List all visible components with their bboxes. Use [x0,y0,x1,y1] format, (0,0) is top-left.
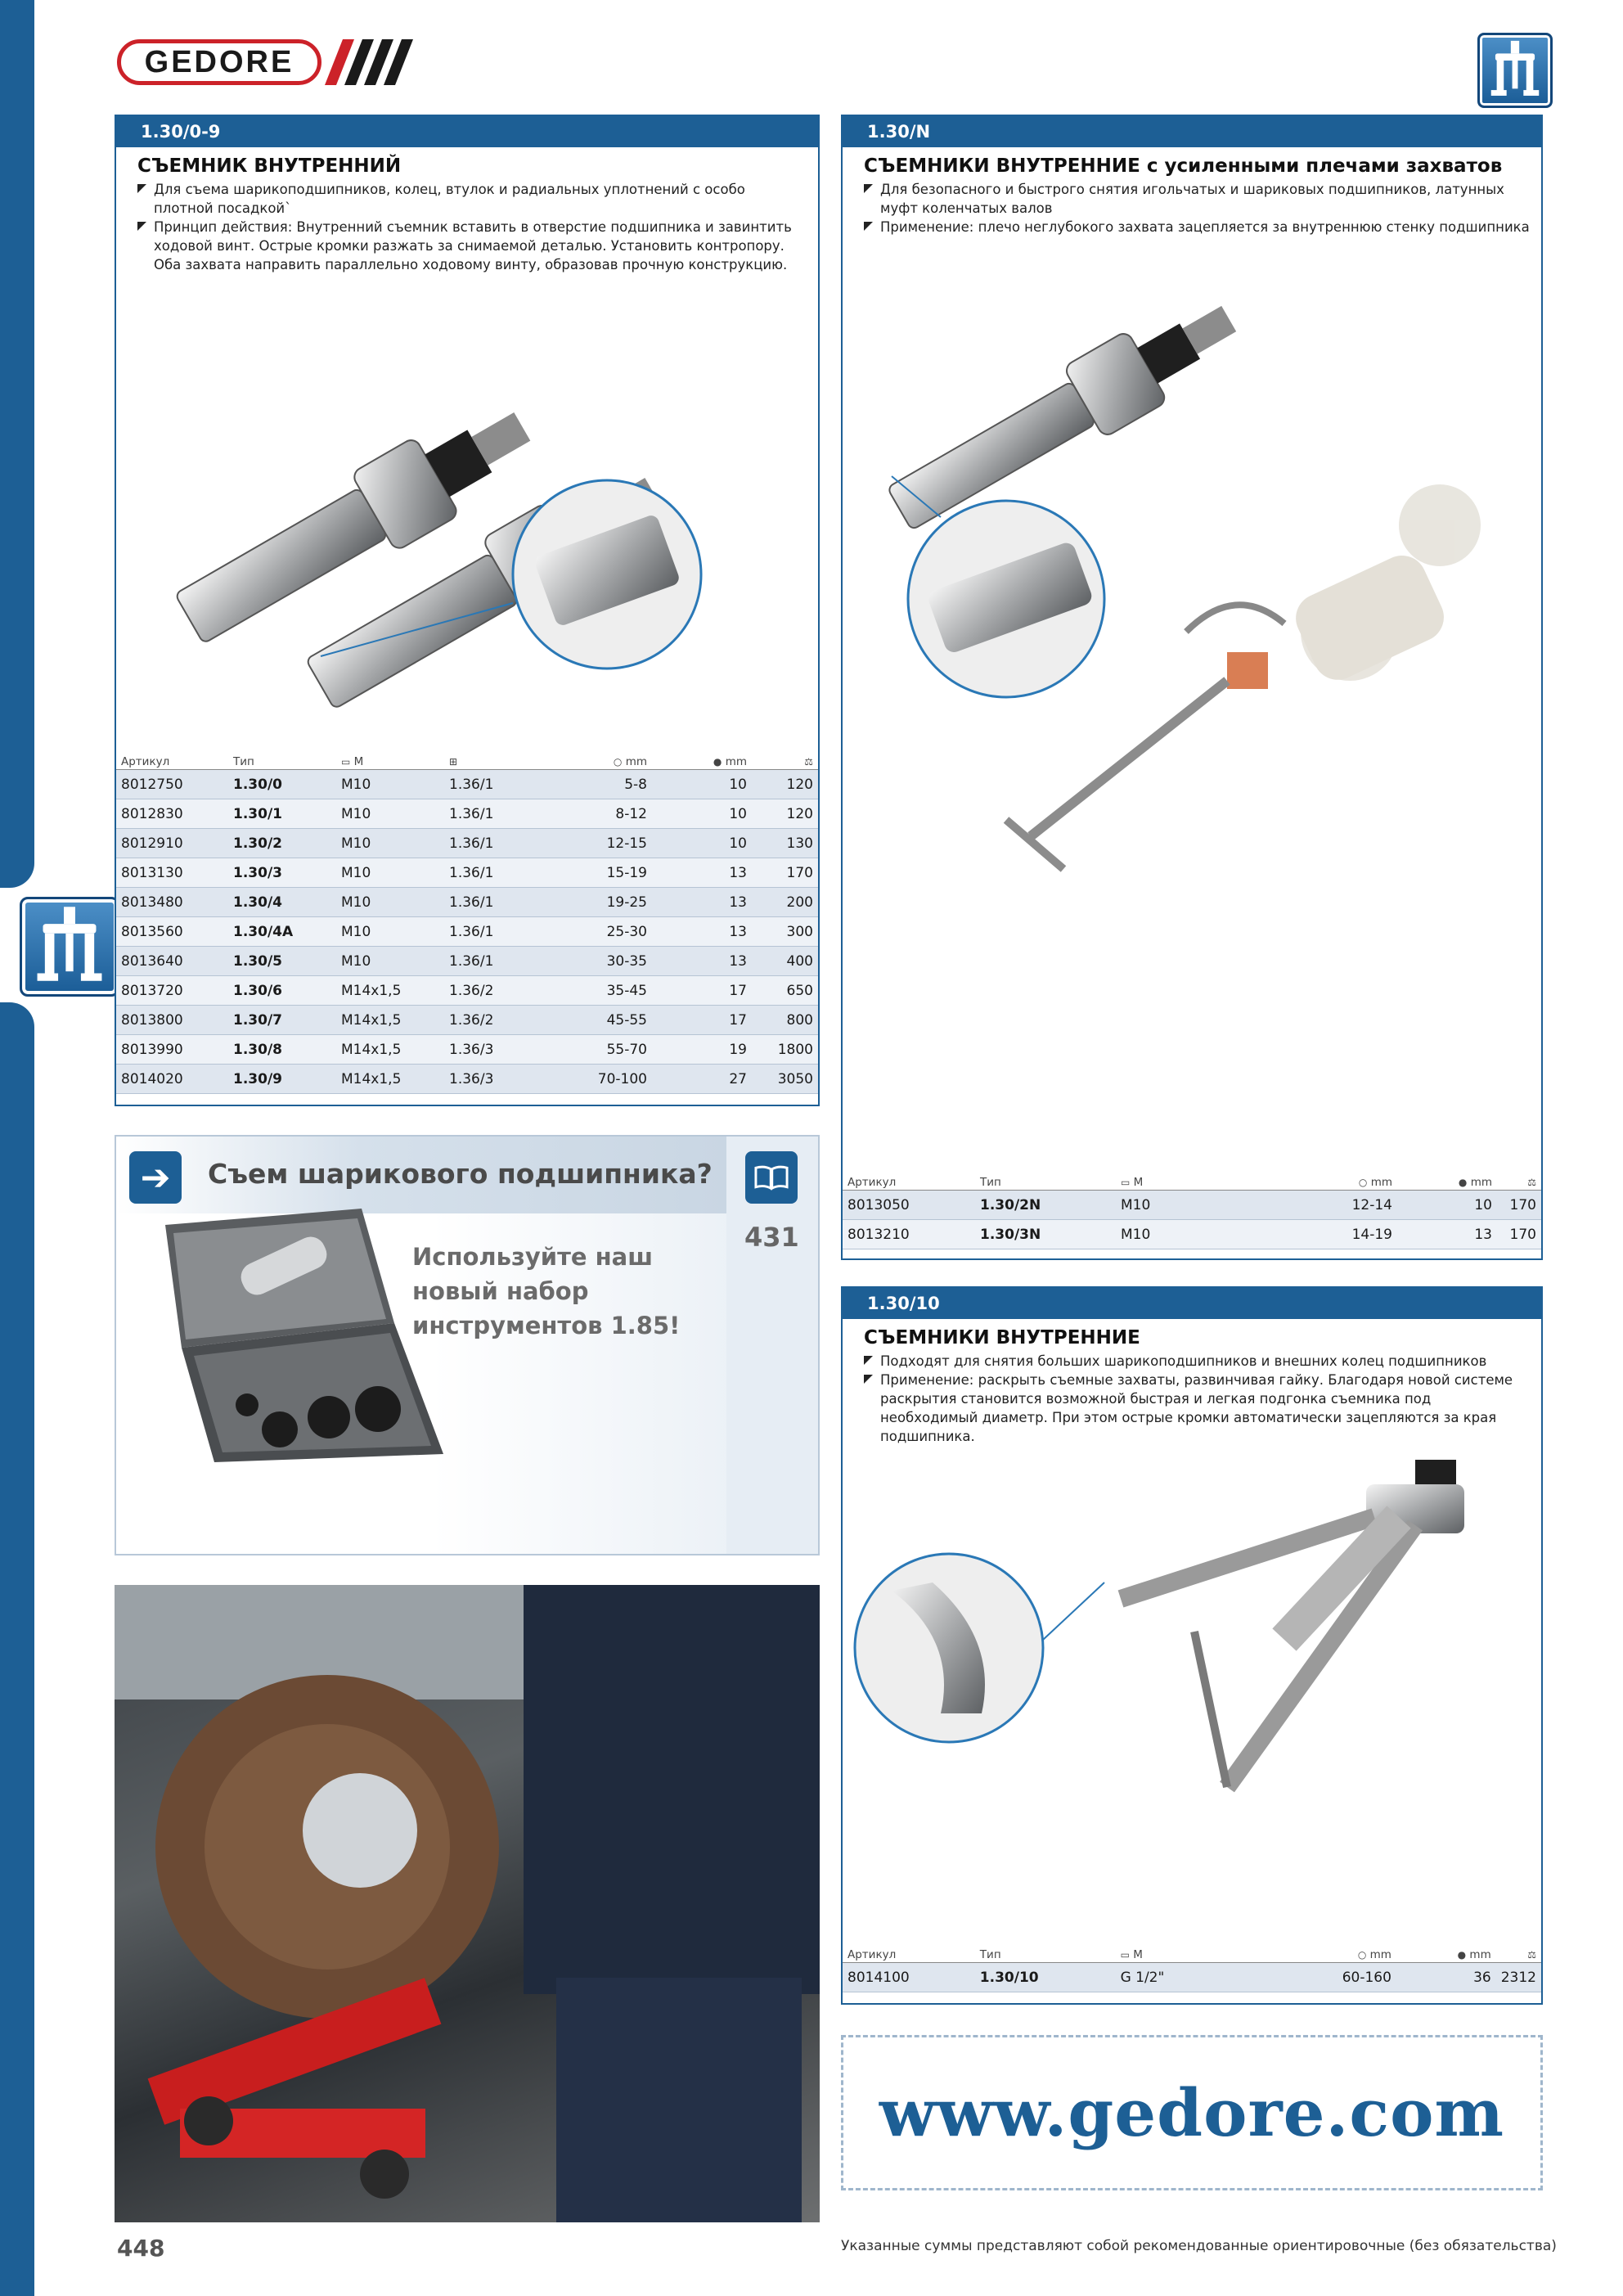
table-cell: 2312 [1496,1963,1541,1992]
table-cell: 10 [652,829,752,858]
table-cell: 1.30/1 [228,799,336,829]
table-row [116,947,818,976]
section-1-30-n [841,115,1543,1260]
section-code-bar: 1.30/10 [843,1288,1541,1319]
side-strip-top [0,0,34,888]
footer-note: Указанные суммы представляют собой рекомендованные ориентировочные (без обязательства) [841,2238,1557,2254]
table-cell: 1.30/8 [228,1035,336,1065]
table-row [116,858,818,888]
table-cell: 5-8 [544,770,652,799]
table-cell: 8013720 [116,976,228,1006]
table-cell: 1.30/0 [228,770,336,799]
col-thread: ▭ M [1116,1173,1265,1191]
table-cell: M14x1,5 [336,1006,444,1035]
table-cell: 10 [652,799,752,829]
promo-question: Съем шарикового подшипника? [208,1158,713,1190]
col-thread: ▭ M [1116,1946,1265,1963]
table-cell: 1.30/7 [228,1006,336,1035]
col-fig [444,753,544,770]
table-cell: 8012750 [116,770,228,799]
table-cell: M14x1,5 [336,1065,444,1094]
feature-item: Для безопасного и быстрого снятия игольчатых и шариковых подшипников, латунных муфт коленчатых валов [864,180,1531,218]
section-title: СЪЕМНИК ВНУТРЕННИЙ [137,155,402,177]
circle-filled-icon: ● [1457,1948,1467,1961]
col-weight [1497,1173,1541,1191]
table-cell: M10 [336,829,444,858]
table-cell: 25-30 [544,917,652,947]
spec-table-b [843,1173,1541,1249]
puller-icon [20,897,119,997]
table-cell: 8-12 [544,799,652,829]
col-max: ● mm [1396,1946,1496,1963]
promo-page-ref[interactable]: 431 [744,1222,799,1253]
section-title: СЪЕМНИКИ ВНУТРЕННИЕ с усиленными плечами захватов [864,155,1503,177]
table-cell: 1.36/3 [444,1065,544,1094]
col-type: Тип [975,1946,1116,1963]
table-cell: 17 [652,1006,752,1035]
workshop-photo [115,1585,820,2222]
table-cell: 12-14 [1265,1191,1397,1220]
table-row [116,1035,818,1065]
table-cell: 55-70 [544,1035,652,1065]
table-cell: M10 [336,888,444,917]
table-cell: M14x1,5 [336,976,444,1006]
table-cell: 12-15 [544,829,652,858]
table-cell: M10 [1116,1220,1265,1249]
table-cell: 60-160 [1264,1963,1396,1992]
table-cell: 8012910 [116,829,228,858]
table-cell: 1.30/4A [228,917,336,947]
table-cell: 650 [752,976,818,1006]
workshop-photo-scene [115,1585,820,2222]
table-header-row [116,753,818,770]
circle-filled-icon: ● [713,755,722,768]
col-min: ○ mm [1265,1173,1397,1191]
section-code-bar: 1.30/0-9 [116,116,818,147]
circle-outline-icon: ○ [1357,1948,1367,1961]
col-weight [752,753,818,770]
table-cell: 8013210 [843,1220,975,1249]
table-row [116,829,818,858]
table-body [116,770,818,1094]
table-row [116,799,818,829]
circle-outline-icon: ○ [613,755,623,768]
logo-stripes [325,39,415,85]
table-cell: 1800 [752,1035,818,1065]
table-cell: 800 [752,1006,818,1035]
table-cell: 15-19 [544,858,652,888]
table-cell: 8013480 [116,888,228,917]
table-cell: 13 [652,947,752,976]
table-cell: 36 [1396,1963,1496,1992]
arrow-right-icon: ➔ [129,1151,182,1204]
table-row [116,976,818,1006]
table-cell: 1.36/1 [444,858,544,888]
table-cell: 8013990 [116,1035,228,1065]
table-cell: 17 [652,976,752,1006]
table-cell: 70-100 [544,1065,652,1094]
circle-outline-icon: ○ [1358,1176,1368,1188]
reinforced-puller-illustration [843,247,1541,1172]
table-cell: 400 [752,947,818,976]
table-cell: 1.36/1 [444,770,544,799]
table-cell: 1.36/2 [444,1006,544,1035]
table-cell: 8013640 [116,947,228,976]
feature-list [864,180,1531,236]
table-cell: 13 [652,888,752,917]
table-cell: 8013800 [116,1006,228,1035]
feature-item: Принцип действия: Внутренний съемник вставить в отверстие подшипника и завинтить ходовой винт. Острые кромки разжать за снимаемой деталью. Установить контропору. Оба захвата направить параллельно ходовому винту, образовав прочную конструкцию. [137,218,808,274]
table-body [843,1963,1541,1992]
table-cell: 8013560 [116,917,228,947]
table-cell: 300 [752,917,818,947]
brand-name: GEDORE [144,44,294,79]
table-cell: 1.36/2 [444,976,544,1006]
table-cell: 1.36/1 [444,829,544,858]
table-cell: M10 [336,770,444,799]
table-cell: 45-55 [544,1006,652,1035]
table-cell: 130 [752,829,818,858]
table-cell: 1.30/3 [228,858,336,888]
table-cell: 8013130 [116,858,228,888]
promo-header [116,1137,726,1213]
spec-table-c [843,1946,1541,1992]
table-cell: 3050 [752,1065,818,1094]
feature-list [137,180,808,274]
section-title: СЪЕМНИКИ ВНУТРЕННИЕ [864,1327,1140,1348]
table-cell: 1.36/1 [444,888,544,917]
table-cell: 170 [1497,1220,1541,1249]
table-cell: M10 [336,917,444,947]
col-weight [1496,1946,1541,1963]
thread-icon: ▭ [1120,1948,1130,1961]
spec-table-a [116,753,818,1094]
thread-icon: ▭ [341,755,351,768]
promo-box [115,1135,820,1555]
table-body [843,1191,1541,1249]
table-cell: 8013050 [843,1191,975,1220]
book-icon-glyph [753,1164,789,1191]
book-icon[interactable] [745,1151,798,1204]
table-cell: 1.30/2N [975,1191,1116,1220]
table-cell: 13 [652,917,752,947]
weight-icon: ⚖ [804,755,813,768]
table-header-row [843,1946,1541,1963]
table-cell: 120 [752,799,818,829]
table-row [116,770,818,799]
table-row [116,1006,818,1035]
table-cell: M10 [336,858,444,888]
table-cell: 10 [1397,1191,1497,1220]
col-thread: ▭ M [336,753,444,770]
table-cell: 19-25 [544,888,652,917]
col-min: ○ mm [1264,1946,1396,1963]
col-article: Артикул [843,1173,975,1191]
feature-item: Применение: плечо неглубокого захвата зацепляется за внутреннюю стенку подшипника [864,218,1531,236]
puller-icon [1477,33,1553,108]
table-cell: 1.30/10 [975,1963,1116,1992]
table-row [116,888,818,917]
section-1-30-0-9 [115,115,820,1106]
col-type: Тип [975,1173,1116,1191]
table-cell: 13 [1397,1220,1497,1249]
table-cell: 1.30/2 [228,829,336,858]
table-cell: 8012830 [116,799,228,829]
table-cell: 19 [652,1035,752,1065]
thread-icon: ▭ [1121,1176,1131,1188]
table-cell: 30-35 [544,947,652,976]
col-max: ● mm [1397,1173,1497,1191]
section-code-bar: 1.30/N [843,116,1541,147]
table-cell: 13 [652,858,752,888]
table-cell: 1.30/3N [975,1220,1116,1249]
table-cell: M10 [1116,1191,1265,1220]
promo-text: Используйте наш новый набор инструментов 1.85! [412,1243,681,1339]
table-cell: 27 [652,1065,752,1094]
feature-item: Применение: раскрыть съемные захваты, развинчивая гайку. Благодаря новой системе раскрытия становится возможной быстрая и легкая подгонка съемника под необходимый диаметр. При этом острые кромки автоматически зацепляются за края подшипника. [864,1371,1531,1446]
table-cell: G 1/2" [1116,1963,1265,1992]
col-min: ○ mm [544,753,652,770]
table-cell: 1.36/3 [444,1035,544,1065]
table-cell: 170 [752,858,818,888]
website-url[interactable]: www.gedore.com [879,2074,1505,2151]
brand-logo [117,39,321,85]
tool-case-image [149,1209,476,1462]
table-cell: 120 [752,770,818,799]
table-cell: 8014020 [116,1065,228,1094]
table-row [843,1963,1541,1992]
table-cell: 200 [752,888,818,917]
circle-filled-icon: ● [1458,1176,1468,1188]
col-type: Тип [228,753,336,770]
table-cell: 1.36/1 [444,917,544,947]
table-cell: M10 [336,947,444,976]
table-cell: 35-45 [544,976,652,1006]
col-article: Артикул [116,753,228,770]
table-cell: 10 [652,770,752,799]
table-cell: 14-19 [1265,1220,1397,1249]
large-puller-illustration [843,1427,1541,1951]
page-number: 448 [117,2235,165,2262]
table-cell: 1.30/9 [228,1065,336,1094]
table-cell: 1.36/1 [444,947,544,976]
table-cell: M10 [336,799,444,829]
side-strip-bottom [0,1002,34,2296]
figure-icon: ⊞ [449,755,458,768]
table-cell: 1.30/6 [228,976,336,1006]
table-cell: 170 [1497,1191,1541,1220]
table-cell: 1.30/5 [228,947,336,976]
weight-icon: ⚖ [1527,1948,1536,1961]
feature-item: Для съема шарикоподшипников, колец, втулок и радиальных уплотнений с особо плотной посадкой` [137,180,808,218]
table-cell: 1.36/1 [444,799,544,829]
table-header-row [843,1173,1541,1191]
weight-icon: ⚖ [1527,1176,1536,1188]
table-cell: 1.30/4 [228,888,336,917]
table-row [843,1220,1541,1249]
col-max: ● mm [652,753,752,770]
table-row [843,1191,1541,1220]
table-cell: M14x1,5 [336,1035,444,1065]
table-row [116,917,818,947]
feature-item: Подходят для снятия больших шарикоподшипников и внешних колец подшипников [864,1352,1531,1371]
website-banner[interactable] [841,2035,1543,2190]
internal-puller-illustration [116,288,818,730]
table-cell: 8014100 [843,1963,975,1992]
table-row [116,1065,818,1094]
col-article: Артикул [843,1946,975,1963]
section-1-30-10 [841,1286,1543,2005]
